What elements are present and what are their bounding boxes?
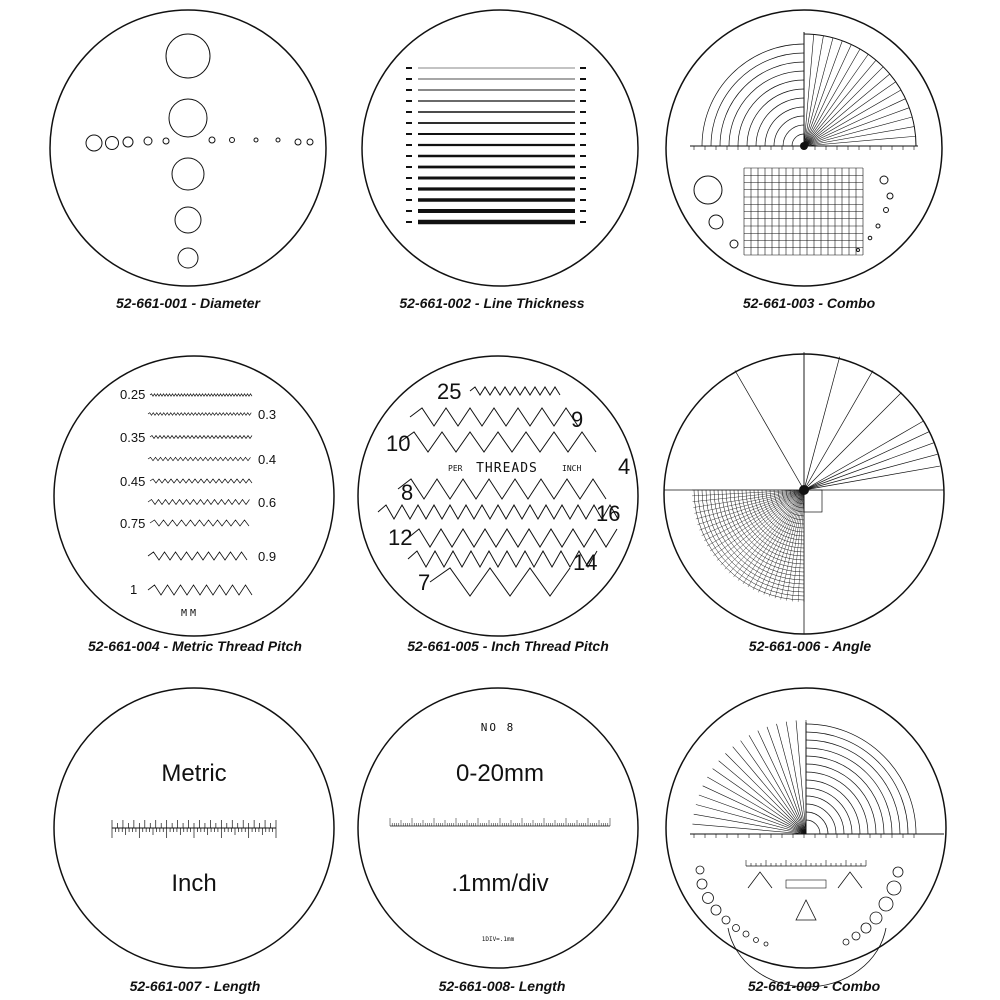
angle-ray [804, 44, 851, 146]
thickness-tick [406, 155, 412, 157]
thickness-tick [406, 100, 412, 102]
gauge-circle [86, 135, 102, 151]
threads-title: THREADS [476, 461, 538, 476]
angle-ray [804, 432, 929, 490]
gauge-circle [106, 137, 119, 150]
thickness-tick [406, 144, 412, 146]
gauge-circle [175, 207, 201, 233]
thickness-tick [580, 188, 586, 190]
angle-ray [697, 490, 804, 525]
pitch-label: 0.35 [120, 430, 146, 445]
zigzag [408, 551, 597, 567]
angle-ray [804, 34, 814, 146]
reticle-outline [358, 356, 638, 636]
thickness-tick [580, 78, 586, 80]
angle-ray [692, 824, 806, 834]
gauge-circle [722, 916, 730, 924]
reticle-line-thickness [362, 10, 638, 286]
thickness-tick [580, 100, 586, 102]
caption-length-20mm: 52-661-008- Length [438, 978, 566, 994]
reticle-combo-2 [666, 688, 946, 987]
angle-ray [804, 370, 873, 490]
angle-ray [758, 731, 806, 834]
gauge-circle [861, 923, 871, 933]
gauge-circle [876, 224, 880, 228]
angle-ray [696, 804, 806, 834]
thread-count: 16 [596, 501, 621, 526]
thickness-tick [580, 133, 586, 135]
protractor [690, 720, 944, 838]
square-grid [744, 168, 863, 255]
pitch-label: 0.9 [258, 549, 277, 564]
unit-label: MM [180, 608, 200, 619]
thickness-tick [580, 210, 586, 212]
thread-count: 25 [437, 379, 462, 404]
thread-count: 14 [573, 550, 598, 575]
gauge-circle [879, 897, 893, 911]
inch-label: INCH [562, 464, 582, 473]
thickness-tick [406, 166, 412, 168]
arc [806, 820, 820, 834]
thickness-tick [406, 78, 412, 80]
thickness-tick [406, 122, 412, 124]
reticle-diameter [50, 10, 326, 286]
gauge-circle [857, 249, 860, 252]
gauge-circle [893, 867, 903, 877]
gauge-circle [884, 208, 889, 213]
caption-metric-thread-pitch: 52-661-004 - Metric Thread Pitch [88, 638, 302, 654]
thickness-tick [406, 188, 412, 190]
reticle-outline [54, 356, 334, 636]
gauge-circle [209, 137, 215, 143]
angle-ray [692, 490, 804, 496]
angle-ray [707, 490, 804, 546]
gauge-circle [887, 193, 893, 199]
reticle-outline [362, 10, 638, 286]
thickness-tick [580, 111, 586, 113]
division-footnote: 1DIV=.1mm [481, 936, 515, 943]
thread-count: 12 [388, 525, 413, 550]
thickness-tick [406, 199, 412, 201]
arc [806, 748, 892, 834]
thread-count: 9 [571, 407, 584, 432]
angle-ray [804, 443, 934, 490]
gauge-circle [703, 893, 714, 904]
reticle-inch-thread-pitch [358, 356, 638, 636]
thickness-tick [580, 221, 586, 223]
range-label: 0-20mm [455, 760, 545, 787]
gauge-circle [307, 139, 313, 145]
zigzag [430, 568, 570, 596]
gauge-circle [172, 158, 204, 190]
gauge-circle [276, 138, 280, 142]
pitch-label: 0.75 [120, 516, 146, 531]
angle-ray [792, 490, 804, 601]
mm-scale [390, 818, 610, 826]
gauge-circle [123, 137, 133, 147]
gauge-circle [711, 905, 721, 915]
pitch-label: 1 [130, 582, 138, 597]
zigzag [148, 457, 251, 460]
reticle-number: NO 8 [480, 721, 516, 734]
reticle-length-20mm [358, 688, 638, 968]
caption-combo-1: 52-661-003 - Combo [742, 295, 876, 311]
thickness-tick [580, 155, 586, 157]
thickness-lines [406, 67, 586, 223]
inch-label: Inch [171, 870, 217, 897]
zigzag [148, 500, 250, 505]
pitch-label: 0.45 [120, 474, 146, 489]
center-dot [799, 485, 809, 495]
angle-ray [804, 454, 937, 490]
zigzag [148, 413, 251, 416]
thickness-tick [580, 144, 586, 146]
caption-angle: 52-661-006 - Angle [748, 638, 872, 654]
zigzag [378, 505, 618, 519]
gauge-circle [868, 236, 872, 240]
arc [806, 732, 908, 834]
angle-gauge [838, 872, 862, 888]
angle-ray [796, 720, 806, 834]
angle-ray [804, 136, 916, 146]
zigzag [410, 408, 578, 426]
arc [806, 812, 828, 834]
zigzag [148, 552, 247, 560]
angle-ray [798, 490, 804, 602]
caption-inch-thread-pitch: 52-661-005 - Inch Thread Pitch [407, 638, 609, 654]
angle-ray [804, 357, 840, 490]
gauge-circle [169, 99, 207, 137]
zigzag [150, 479, 252, 483]
arc [756, 98, 804, 146]
angle-ray [748, 490, 804, 587]
angle-ray [804, 99, 906, 146]
thickness-tick [406, 111, 412, 113]
angle-ray [804, 117, 912, 146]
pitch-zigzags [148, 394, 252, 595]
caption-combo-2: 52-661-009 - Combo [747, 978, 881, 994]
protractor [690, 32, 918, 150]
thickness-tick [406, 89, 412, 91]
arc [702, 44, 804, 146]
gauge-circle [254, 138, 258, 142]
reticle-length-metric-inch [54, 688, 334, 968]
diameter-circles [86, 34, 313, 268]
caption-line-thickness: 52-661-002 - Line Thickness [399, 295, 585, 311]
thread-count: 8 [401, 480, 414, 505]
per-label: PER [448, 464, 463, 473]
gauge-circle [733, 925, 740, 932]
angle-ray [735, 370, 804, 490]
arc [806, 804, 836, 834]
zigzag [150, 394, 252, 396]
division-label: .1mm/div [451, 870, 549, 897]
reticle-angle [664, 352, 944, 634]
gauge-circle [163, 138, 169, 144]
angle-gauge [748, 872, 772, 888]
gauge-circle [144, 137, 152, 145]
gauge-circle [166, 34, 210, 78]
gauge-circle [696, 866, 704, 874]
thickness-tick [580, 177, 586, 179]
thickness-tick [580, 199, 586, 201]
arc [765, 107, 804, 146]
arc [783, 125, 804, 146]
pitch-label: 0.6 [258, 495, 277, 510]
thickness-tick [580, 67, 586, 69]
gauge-circle [694, 176, 722, 204]
angle-ray [693, 490, 804, 502]
arc [806, 764, 876, 834]
gauge-circle [870, 912, 882, 924]
gauge-circle [887, 881, 901, 895]
arc [720, 62, 804, 146]
gauge-circle [754, 938, 759, 943]
zigzag [470, 387, 560, 395]
gauge-circle [764, 942, 768, 946]
angle-gauge [796, 900, 816, 920]
thickness-tick [580, 122, 586, 124]
zigzag [408, 529, 617, 547]
angle-ray [804, 38, 833, 146]
reticle-outline [50, 10, 326, 286]
gauge-circle [178, 248, 198, 268]
thickness-tick [406, 177, 412, 179]
thickness-tick [406, 210, 412, 212]
metric-label: Metric [161, 760, 227, 787]
thread-count: 10 [386, 431, 411, 456]
caption-diameter: 52-661-001 - Diameter [116, 295, 260, 311]
thread-count: 4 [618, 454, 631, 479]
gauge-circle [880, 176, 888, 184]
pitch-label: 0.25 [120, 387, 146, 402]
zigzag [148, 585, 252, 595]
mini-scale [786, 880, 826, 888]
thread-count: 7 [418, 570, 431, 595]
thickness-tick [406, 133, 412, 135]
pitch-label: 0.3 [258, 407, 277, 422]
zigzag [150, 436, 252, 439]
reticle-metric-thread-pitch [54, 356, 334, 636]
zigzag [150, 520, 249, 526]
arc [806, 740, 900, 834]
zigzag [398, 479, 606, 499]
gauge-circle [709, 215, 723, 229]
thickness-tick [406, 67, 412, 69]
gauge-circle [230, 138, 235, 143]
angle-ray [703, 786, 806, 834]
thickness-tick [406, 221, 412, 223]
gauge-circle [743, 931, 749, 937]
gauge-circle [697, 879, 707, 889]
zigzag [400, 432, 596, 452]
caption-length-metric-inch: 52-661-007 - Length [129, 978, 261, 994]
gauge-circle [730, 240, 738, 248]
dual-scale [112, 820, 276, 838]
thickness-tick [580, 89, 586, 91]
gauge-circle [295, 139, 301, 145]
thickness-tick [580, 166, 586, 168]
arc [806, 772, 868, 834]
gauge-circle [843, 939, 849, 945]
angle-ray [769, 490, 804, 597]
angle-ray [776, 724, 806, 834]
pitch-label: 0.4 [258, 452, 277, 467]
gauge-circle [852, 932, 860, 940]
reticle-combo-1 [666, 10, 942, 286]
arc [806, 788, 852, 834]
